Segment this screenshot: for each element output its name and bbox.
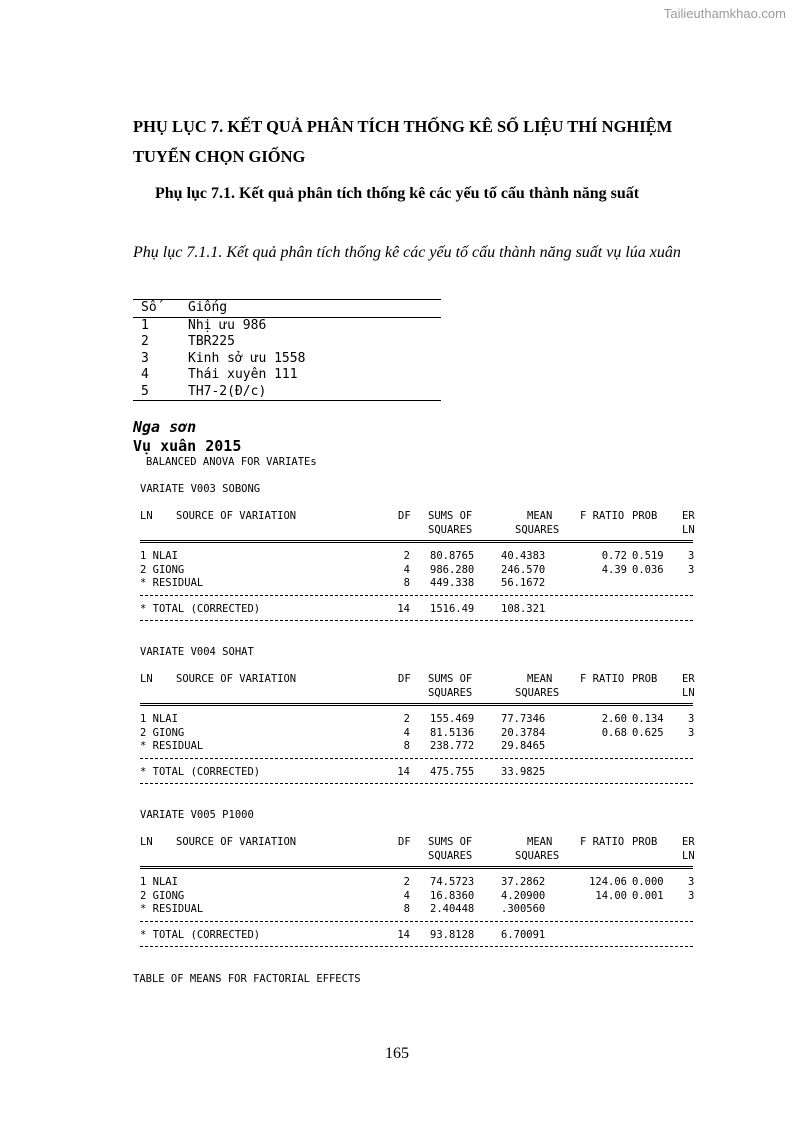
df-value: 4 [403,889,410,902]
source-label: 2 GIONG [140,889,185,902]
df-value: 2 [403,712,410,725]
df-value: 4 [403,726,410,739]
col-source: SOURCE OF VARIATION [176,673,297,685]
dashed-rule [140,620,693,628]
total-ms: 33.9825 [501,765,546,778]
watermark: Tailieuthamkhao.com [663,6,786,21]
anova-block [140,646,700,791]
col-sums: SQUARES [428,849,473,862]
variety-table-header [133,300,441,318]
variety-row [133,334,441,351]
ss-value: 155.469 [430,712,475,725]
season-name: Vụ xuân 2015 [133,437,242,455]
source-label: 1 NLAI [140,712,178,725]
col-fratio: F RATIO [580,673,625,685]
col-er: ER [682,836,695,848]
ss-value: 74.5723 [430,875,475,888]
col-mean: SQUARES [515,849,560,862]
col-prob: PROB [632,836,658,848]
variety-row [133,318,441,335]
col-fratio: F RATIO [580,510,625,522]
col-sums: SUMS OF [428,673,473,685]
total-ss: 1516.49 [430,602,475,615]
ms-value: 77.7346 [501,712,546,725]
ms-value: 20.3784 [501,726,546,739]
anova-header-row [140,836,700,850]
col-er: ER [682,673,695,685]
variety-number: 2 [141,334,149,349]
ms-value: 29.8465 [501,740,546,753]
header-number: Số [141,300,157,315]
ms-value: 56.1672 [501,577,546,590]
col-sums: SQUARES [428,686,473,699]
variety-name: Thái xuyên 111 [188,367,298,382]
prob-value: 0.134 [632,712,664,725]
source-label: * RESIDUAL [140,903,204,916]
col-df: DF [398,673,411,685]
col-source: SOURCE OF VARIATION [176,836,297,848]
anova-block [140,809,700,954]
f-ratio-value: 0.68 [601,726,627,739]
f-ratio-value: 14.00 [595,889,627,902]
ss-value: 80.8765 [430,549,475,562]
f-ratio-value: 2.60 [601,712,627,725]
col-prob: PROB [632,673,658,685]
anova-row [140,727,700,741]
col-sums: SQUARES [428,523,473,536]
anova-header-row [140,524,700,538]
er-value: 3 [688,563,695,576]
anova-row [140,903,700,917]
total-ss: 475.755 [430,765,475,778]
col-df: DF [398,510,411,522]
f-ratio-value: 0.72 [601,549,627,562]
variety-number: 4 [141,367,149,382]
double-rule [140,540,693,550]
total-ss: 93.8128 [430,928,475,941]
er-value: 3 [688,875,695,888]
total-ms: 6.70091 [501,928,546,941]
ss-value: 16.8360 [430,889,475,902]
variate-title: VARIATE V005 P1000 [140,809,254,821]
anova-row [140,564,700,578]
col-ln: LN [140,836,153,848]
variety-row [133,351,441,368]
dashed-rule [140,946,693,954]
double-rule [140,866,693,876]
anova-title: BALANCED ANOVA FOR VARIATEs [146,456,317,468]
f-ratio-value: 124.06 [589,875,627,888]
col-ln2: LN [682,849,695,862]
variety-row [133,367,441,384]
ms-value: 4.20900 [501,889,546,902]
total-label: * TOTAL (CORRECTED) [140,765,261,778]
variate-title: VARIATE V003 SOBONG [140,483,261,495]
ss-value: 2.40448 [430,903,475,916]
dashed-rule [140,758,693,766]
er-value: 3 [688,726,695,739]
variate-title: VARIATE V004 SOHAT [140,646,254,658]
variety-name: TBR225 [188,334,235,349]
anova-row [140,577,700,591]
total-df: 14 [397,765,410,778]
er-value: 3 [688,549,695,562]
col-ln2: LN [682,523,695,536]
er-value: 3 [688,712,695,725]
variety-number: 5 [141,383,149,399]
table-of-means-heading: TABLE OF MEANS FOR FACTORIAL EFFECTS [133,973,361,985]
variety-number: 1 [141,317,149,333]
col-mean: MEAN [527,836,553,848]
col-prob: PROB [632,510,658,522]
table-caption: Phụ lục 7.1.1. Kết quả phân tích thống kê các yếu tố cấu thành năng suất vụ lúa xuân [133,244,681,261]
f-ratio-value: 4.39 [601,563,627,576]
col-source: SOURCE OF VARIATION [176,510,297,522]
header-variety: Giống [188,300,228,315]
source-label: 1 NLAI [140,875,178,888]
variety-name: TH7-2(Đ/c) [188,383,267,399]
anova-row [140,713,700,727]
ms-value: .300560 [501,903,546,916]
df-value: 8 [403,903,410,916]
anova-total-row [140,766,700,780]
col-mean: SQUARES [515,686,560,699]
ms-value: 246.570 [501,563,546,576]
dashed-rule [140,921,693,929]
section-heading: Phụ lục 7.1. Kết quả phân tích thống kê các yếu tố cấu thành năng suất [155,185,640,202]
prob-value: 0.519 [632,549,664,562]
anova-row [140,890,700,904]
col-mean: MEAN [527,673,553,685]
col-sums: SUMS OF [428,510,473,522]
df-value: 4 [403,563,410,576]
anova-row [140,876,700,890]
site-name: Nga sơn [133,418,197,436]
variety-table [133,299,441,401]
total-df: 14 [397,602,410,615]
col-sums: SUMS OF [428,836,473,848]
ss-value: 81.5136 [430,726,475,739]
col-er: ER [682,510,695,522]
anova-row [140,740,700,754]
prob-value: 0.001 [632,889,664,902]
ss-value: 238.772 [430,740,475,753]
total-label: * TOTAL (CORRECTED) [140,928,261,941]
variety-name: Kinh sở ưu 1558 [188,350,306,366]
dashed-rule [140,595,693,603]
anova-header-row [140,510,700,524]
ms-value: 40.4383 [501,549,546,562]
er-value: 3 [688,889,695,902]
total-ms: 108.321 [501,602,546,615]
total-df: 14 [397,928,410,941]
col-mean: SQUARES [515,523,560,536]
variety-number: 3 [141,350,149,366]
ss-value: 449.338 [430,577,475,590]
variety-name: Nhị ưu 986 [188,317,267,333]
source-label: 2 GIONG [140,563,185,576]
col-ln: LN [140,673,153,685]
ss-value: 986.280 [430,563,475,576]
df-value: 8 [403,577,410,590]
anova-total-row [140,603,700,617]
anova-header-row [140,850,700,864]
prob-value: 0.036 [632,563,664,576]
variety-row [133,384,441,401]
dashed-rule [140,783,693,791]
col-df: DF [398,836,411,848]
appendix-heading: PHỤ LỤC 7. KẾT QUẢ PHÂN TÍCH THỐNG KÊ SỐ LIỆU THÍ NGHIỆM TUYỂN CHỌN GIỐNG [133,117,673,166]
anova-total-row [140,929,700,943]
col-mean: MEAN [527,510,553,522]
col-ln: LN [140,510,153,522]
df-value: 2 [403,549,410,562]
df-value: 2 [403,875,410,888]
source-label: 2 GIONG [140,726,185,739]
source-label: * RESIDUAL [140,740,204,753]
ms-value: 37.2862 [501,875,546,888]
col-ln2: LN [682,686,695,699]
double-rule [140,703,693,713]
anova-header-row [140,673,700,687]
source-label: * RESIDUAL [140,577,204,590]
prob-value: 0.000 [632,875,664,888]
anova-row [140,550,700,564]
source-label: 1 NLAI [140,549,178,562]
prob-value: 0.625 [632,726,664,739]
col-fratio: F RATIO [580,836,625,848]
anova-header-row [140,687,700,701]
anova-block [140,483,700,628]
total-label: * TOTAL (CORRECTED) [140,602,261,615]
df-value: 8 [403,740,410,753]
page-number: 165 [385,1045,409,1062]
